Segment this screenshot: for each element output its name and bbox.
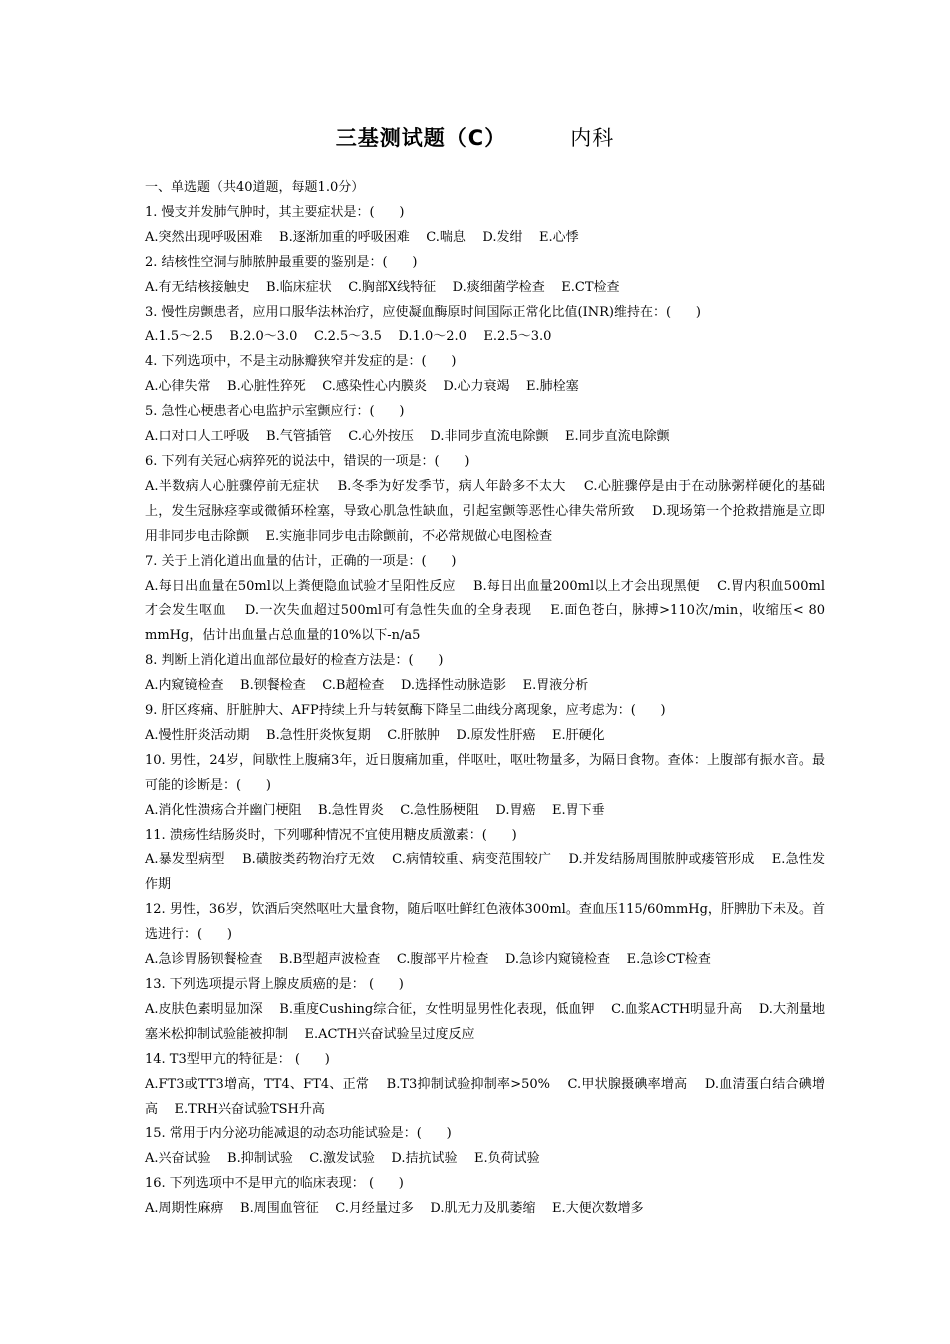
question-stem: 1. 慢支并发肺气肿时，其主要症状是：( ) <box>145 204 405 220</box>
question-stem: 8. 判断上消化道出血部位最好的检查方法是：( ) <box>145 653 444 669</box>
question-options: A.暴发型病型 B.磺胺类药物治疗无效 C.病情较重、病变范围较广 D.并发结肠周围脓肿或瘘管形成 E.急性发作期 <box>145 852 825 893</box>
question-options: A.内窥镜检查 B.钡餐检查 C.B超检查 D.选择性动脉造影 E.胃液分析 <box>145 678 589 694</box>
question-stem: 14. T3型甲亢的特征是： ( ) <box>145 1051 330 1067</box>
question-options: A.急诊胃肠钡餐检查 B.B型超声波检查 C.腹部平片检查 D.急诊内窥镜检查 E.急诊CT检查 <box>145 952 711 968</box>
question-stem: 5. 急性心梗患者心电监护示室颤应行：( ) <box>145 404 405 420</box>
question-stem: 11. 溃疡性结肠炎时，下列哪种情况不宜使用糖皮质激素：( ) <box>145 827 517 843</box>
question-options: A.每日出血量在50ml以上粪便隐血试验才呈阳性反应 B.每日出血量200ml以上才会出现黑便 C.胃内积血500ml才会发生呕血 D.一次失血超过500ml可有急性失血的全身表现 E.面色苍白，脉搏>110次/min，收缩压< 80 mmHg，估计出血量占总血量的10%以下-n/a5 <box>145 578 830 644</box>
question-options: A.周期性麻痹 B.周围血管征 C.月经量过多 D.肌无力及肌萎缩 E.大便次数增多 <box>145 1201 644 1217</box>
question-options: A.慢性肝炎活动期 B.急性肝炎恢复期 C.肝脓肿 D.原发性肝癌 E.肝硬化 <box>145 727 605 743</box>
question-options: A.1.5～2.5 B.2.0～3.0 C.2.5～3.5 D.1.0～2.0 E.2.5～3.0 <box>145 329 552 345</box>
question-stem: 10. 男性，24岁，间歇性上腹痛3年，近日腹痛加重，伴呕吐，呕吐物量多，为隔日食物。查体：上腹部有振水音。最可能的诊断是：( ) <box>145 752 825 793</box>
question-options: A.消化性溃疡合并幽门梗阻 B.急性胃炎 C.急性肠梗阻 D.胃癌 E.胃下垂 <box>145 802 605 818</box>
question-options: A.口对口人工呼吸 B.气管插管 C.心外按压 D.非同步直流电除颤 E.同步直流电除颤 <box>145 429 670 445</box>
question-list <box>145 176 830 1222</box>
subtitle-text: 内科 <box>570 126 615 150</box>
question-stem: 12. 男性，36岁，饮酒后突然呕吐大量食物，随后呕吐鲜红色液体300ml。查血压115/60mmHg，肝脾肋下未及。首选进行：( ) <box>145 902 825 943</box>
title-text: 三基测试题（C） <box>335 126 507 150</box>
document-title <box>0 122 950 152</box>
question-stem: 2. 结核性空洞与肺脓肿最重要的鉴别是：( ) <box>145 254 418 270</box>
question-stem: 15. 常用于内分泌功能减退的动态功能试验是：( ) <box>145 1126 452 1142</box>
question-stem: 6. 下列有关冠心病猝死的说法中，错误的一项是：( ) <box>145 453 470 469</box>
question-options: A.有无结核接触史 B.临床症状 C.胸部X线特征 D.痰细菌学检查 E.CT检查 <box>145 279 620 295</box>
question-options: A.兴奋试验 B.抑制试验 C.激发试验 D.拮抗试验 E.负荷试验 <box>145 1151 540 1167</box>
question-stem: 16. 下列选项中不是甲亢的临床表现： ( ) <box>145 1176 404 1192</box>
question-stem: 7. 关于上消化道出血量的估计，正确的一项是：( ) <box>145 553 457 569</box>
question-options: A.皮肤色素明显加深 B.重度Cushing综合征，女性明显男性化表现，低血钾 C.血浆ACTH明显升高 D.大剂量地塞米松抑制试验能被抑制 E.ACTH兴奋试验呈过度反应 <box>145 1001 825 1042</box>
question-stem: 13. 下列选项提示肾上腺皮质癌的是： ( ) <box>145 977 404 992</box>
question-options: A.半数病人心脏骤停前无症状 B.冬季为好发季节，病人年龄多不太大 C.心脏骤停是由于在动脉粥样硬化的基础上，发生冠脉痉挛或微循环栓塞，导致心肌急性缺血，引起室颤等恶性心律失常所致 D.现场第一个抢救措施是立即用非同步电击除颤 E.实施非同步电击除颤前，不必常规做心电图检查 <box>145 478 825 544</box>
question-stem: 4. 下列选项中，不是主动脉瓣狭窄并发症的是：( ) <box>145 354 457 370</box>
question-options: A.心律失常 B.心脏性猝死 C.感染性心内膜炎 D.心力衰竭 E.肺栓塞 <box>145 379 579 395</box>
question-options: A.突然出现呼吸困难 B.逐渐加重的呼吸困难 C.喘息 D.发绀 E.心悸 <box>145 229 579 245</box>
question-stem: 9. 肝区疼痛、肝脏肿大、AFP持续上升与转氨酶下降呈二曲线分离现象，应考虑为：( ) <box>145 703 666 719</box>
section-heading: 一、单选题（共40道题，每题1.0分） <box>145 180 365 195</box>
question-options: A.FT3或TT3增高，TT4、FT4、正常 B.T3抑制试验抑制率>50% C.甲状腺摄碘率增高 D.血清蛋白结合碘增高 E.TRH兴奋试验TSH升高 <box>145 1076 825 1117</box>
question-stem: 3. 慢性房颤患者，应用口服华法林治疗，应使凝血酶原时间国际正常化比值(INR)维持在：( ) <box>145 304 701 320</box>
